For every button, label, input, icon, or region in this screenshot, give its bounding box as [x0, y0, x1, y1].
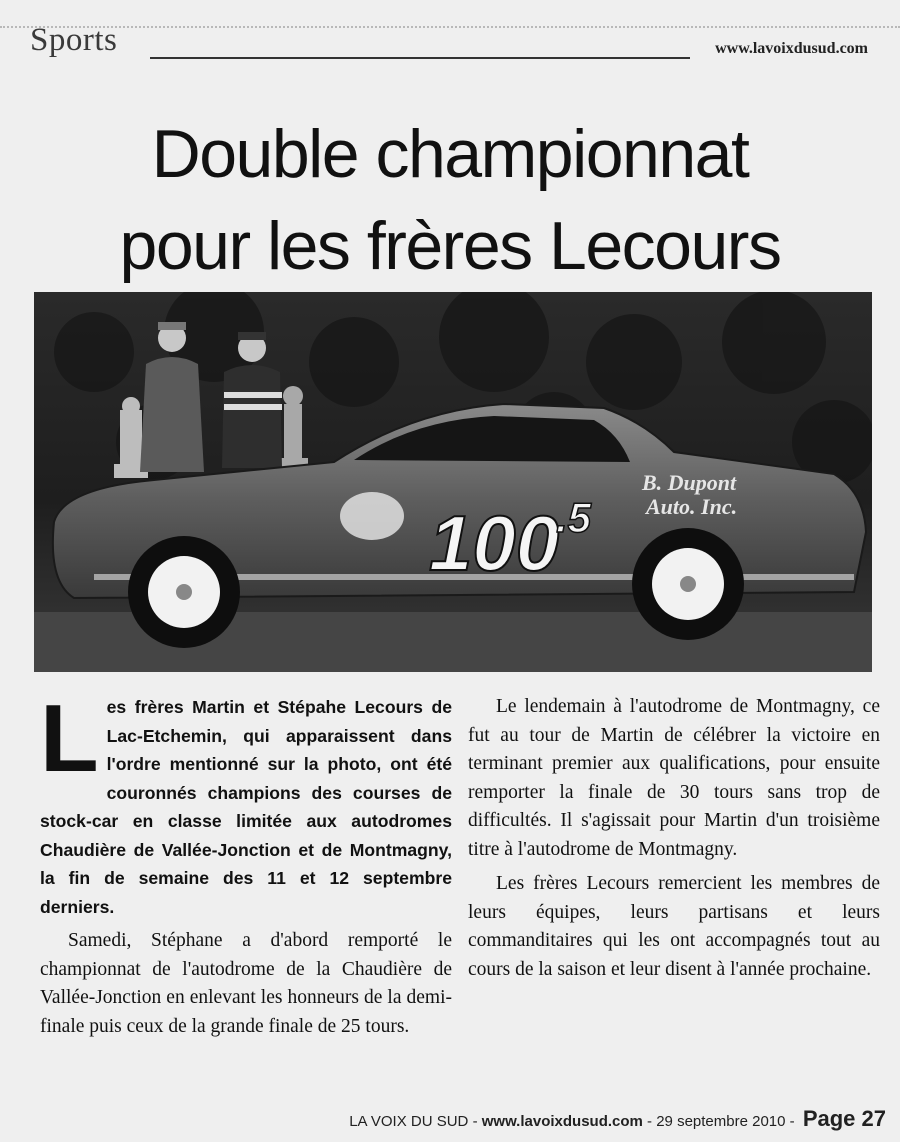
paragraph-3: Le lendemain à l'autodrome de Montmagny, ce fut au tour de Martin de célébrer la victoire en terminant premier aux qualifications, pour ensuite remporter la finale de 30 tours sans trop de difficultés. Il s'agissait pour Martin d'un troisième titre à l'autodrome de Montmagny. — [468, 696, 880, 860]
footer-page-number: Page 27 — [802, 1106, 886, 1131]
footer-date: 29 septembre 2010 — [656, 1113, 786, 1130]
wheel-rear — [632, 528, 744, 640]
headline — [20, 108, 880, 292]
lead-paragraph: es frères Martin et Stépahe Lecours de Lac-Etchemin, qui apparaissent dans l'ordre mentionné sur la photo, ont été couronnés champions des courses de stock-car en classe limitée aux autodromes Chaudière de Vallée-Jonction et de Montmagny, la fin de semaine des 11 et 12 septembre derniers. — [40, 697, 452, 917]
headline-line-1: Double championnat — [151, 116, 749, 192]
car-number-decimal: .5 — [556, 494, 592, 541]
section-label: Sports — [30, 22, 118, 58]
article-column-right — [468, 693, 880, 990]
header-site-url[interactable]: www.lavoixdusud.com — [715, 40, 868, 57]
photo-illustration — [34, 292, 872, 672]
footer-paper-name: LA VOIX DU SUD — [349, 1113, 469, 1130]
race-car-photo — [34, 292, 872, 672]
headline-line-2: pour les frères Lecours — [119, 208, 781, 284]
page-footer: LA VOIX DU SUD - www.lavoixdusud.com - 29 septembre 2010 - Page 27 — [349, 1106, 886, 1131]
drop-cap: L — [40, 685, 99, 792]
article-column-left — [40, 685, 452, 1047]
paragraph-4: Les frères Lecours remercient les membres de leurs équipes, leurs partisans et leurs commanditaires qui les ont accompagnés tout au cours de la saison et leur disent à l'année prochaine. — [468, 873, 880, 980]
header-rule — [150, 57, 690, 59]
wheel-front — [128, 536, 240, 648]
car-sponsor-line1: B. Dupont — [642, 470, 737, 495]
car-number: 100 — [429, 499, 560, 587]
footer-site-url[interactable]: www.lavoixdusud.com — [481, 1113, 643, 1130]
top-dotted-rule — [0, 26, 900, 28]
paragraph-2: Samedi, Stéphane a d'abord remporté le championnat de l'autodrome de la Chaudière de Vallée-Jonction en enlevant les honneurs de la demi-finale puis ceux de la grande finale de 25 tours. — [40, 930, 452, 1037]
article-lead — [40, 685, 452, 921]
car-sponsor-line2: Auto. Inc. — [646, 494, 738, 519]
